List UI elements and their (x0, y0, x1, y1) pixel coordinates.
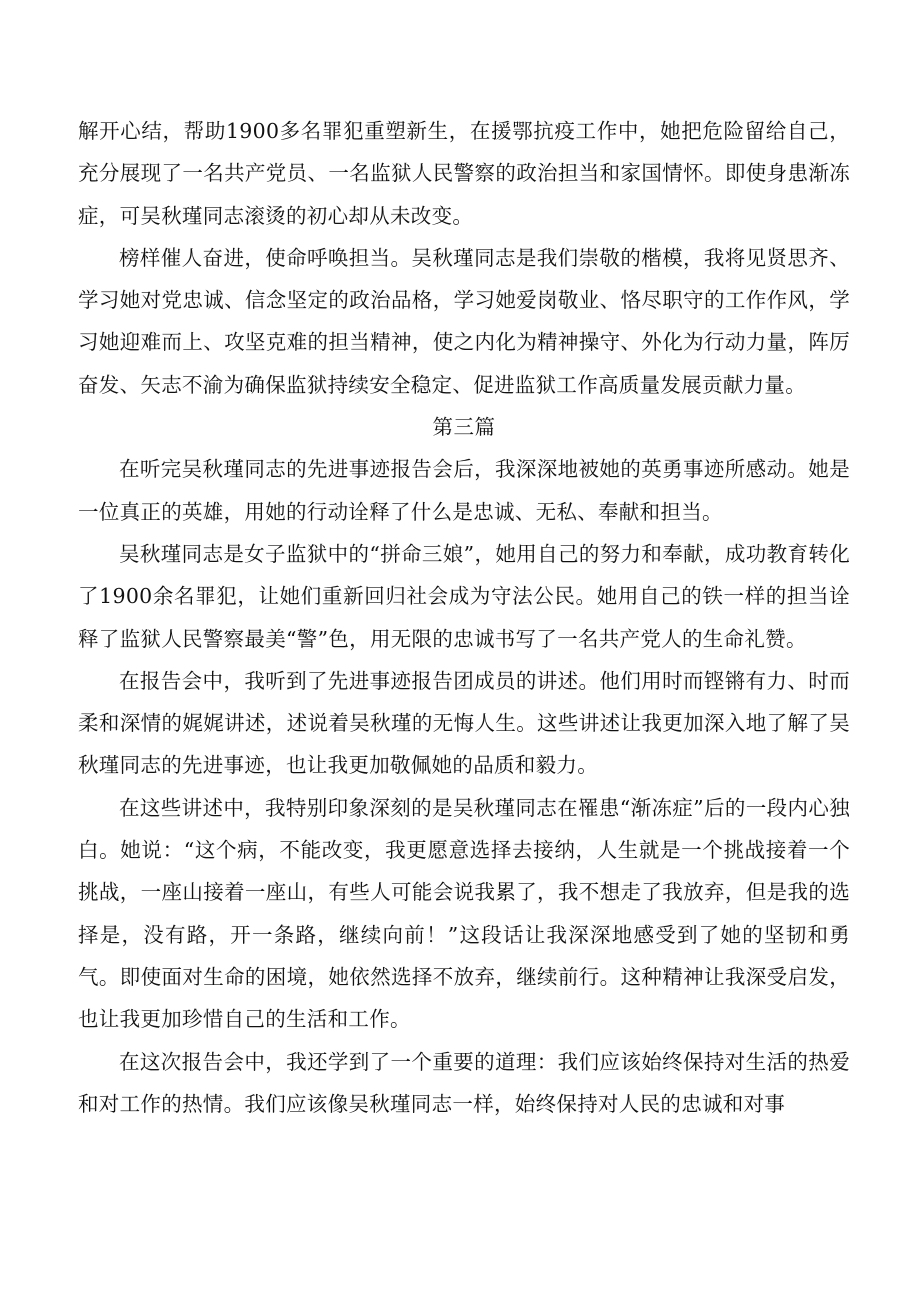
paragraph: 榜样催人奋进，使命呼唤担当。吴秋瑾同志是我们崇敬的楷模，我将见贤思齐、学习她对党忠诚、信念坚定的政治品格，学习她爱岗敬业、恪尽职守的工作作风，学习她迎难而上、攻坚克难的担当精神，使之内化为精神操守、外化为行动力量，阵厉奋发、矢志不渝为确保监狱持续安全稳定、促进监狱工作高质量发展贡献力量。 (78, 245, 850, 397)
paragraph: 在报告会中，我听到了先进事迹报告团成员的讲述。他们用时而铿锵有力、时而柔和深情的娓娓讲述，述说着吴秋瑾的无悔人生。这些讲述让我更加深入地了解了吴秋瑾同志的先进事迹，也让我更加敬佩她的品质和毅力。 (78, 668, 850, 778)
document-body (78, 110, 850, 1125)
paragraph: 在这次报告会中，我还学到了一个重要的道理：我们应该始终保持对生活的热爱和对工作的热情。我们应该像吴秋瑾同志一样，始终保持对人民的忠诚和对事 (78, 1049, 850, 1116)
section-title: 第三篇 (432, 415, 496, 440)
paragraph: 吴秋瑾同志是女子监狱中的“拼命三娘”，她用自己的努力和奉献，成功教育转化了1900余名罪犯，让她们重新回归社会成为守法公民。她用自己的铁一样的担当诠释了监狱人民警察最美“警”色，用无限的忠诚书写了一名共产党人的生命礼赞。 (78, 541, 850, 651)
paragraph: 在听完吴秋瑾同志的先进事迹报告会后，我深深地被她的英勇事迹所感动。她是一位真正的英雄，用她的行动诠释了什么是忠诚、无私、奉献和担当。 (78, 457, 850, 524)
paragraph: 在这些讲述中，我特别印象深刻的是吴秋瑾同志在罹患“渐冻症”后的一段内心独白。她说：“这个病，不能改变，我更愿意选择去接纳，人生就是一个挑战接着一个挑战，一座山接着一座山，有些人可能会说我累了，我不想走了我放弃，但是我的选择是，没有路，开一条路，继续向前！”这段话让我深深地感受到了她的坚韧和勇气。即使面对生命的困境，她依然选择不放弃，继续前行。这种精神让我深受启发，也让我更加珍惜自己的生活和工作。 (78, 795, 850, 1032)
paragraph: 解开心结，帮助1900多名罪犯重塑新生，在援鄂抗疫工作中，她把危险留给自己，充分展现了一名共产党员、一名监狱人民警察的政治担当和家国情怀。即使身患渐冻症，可吴秋瑾同志滚烫的初心却从未改变。 (78, 119, 850, 228)
